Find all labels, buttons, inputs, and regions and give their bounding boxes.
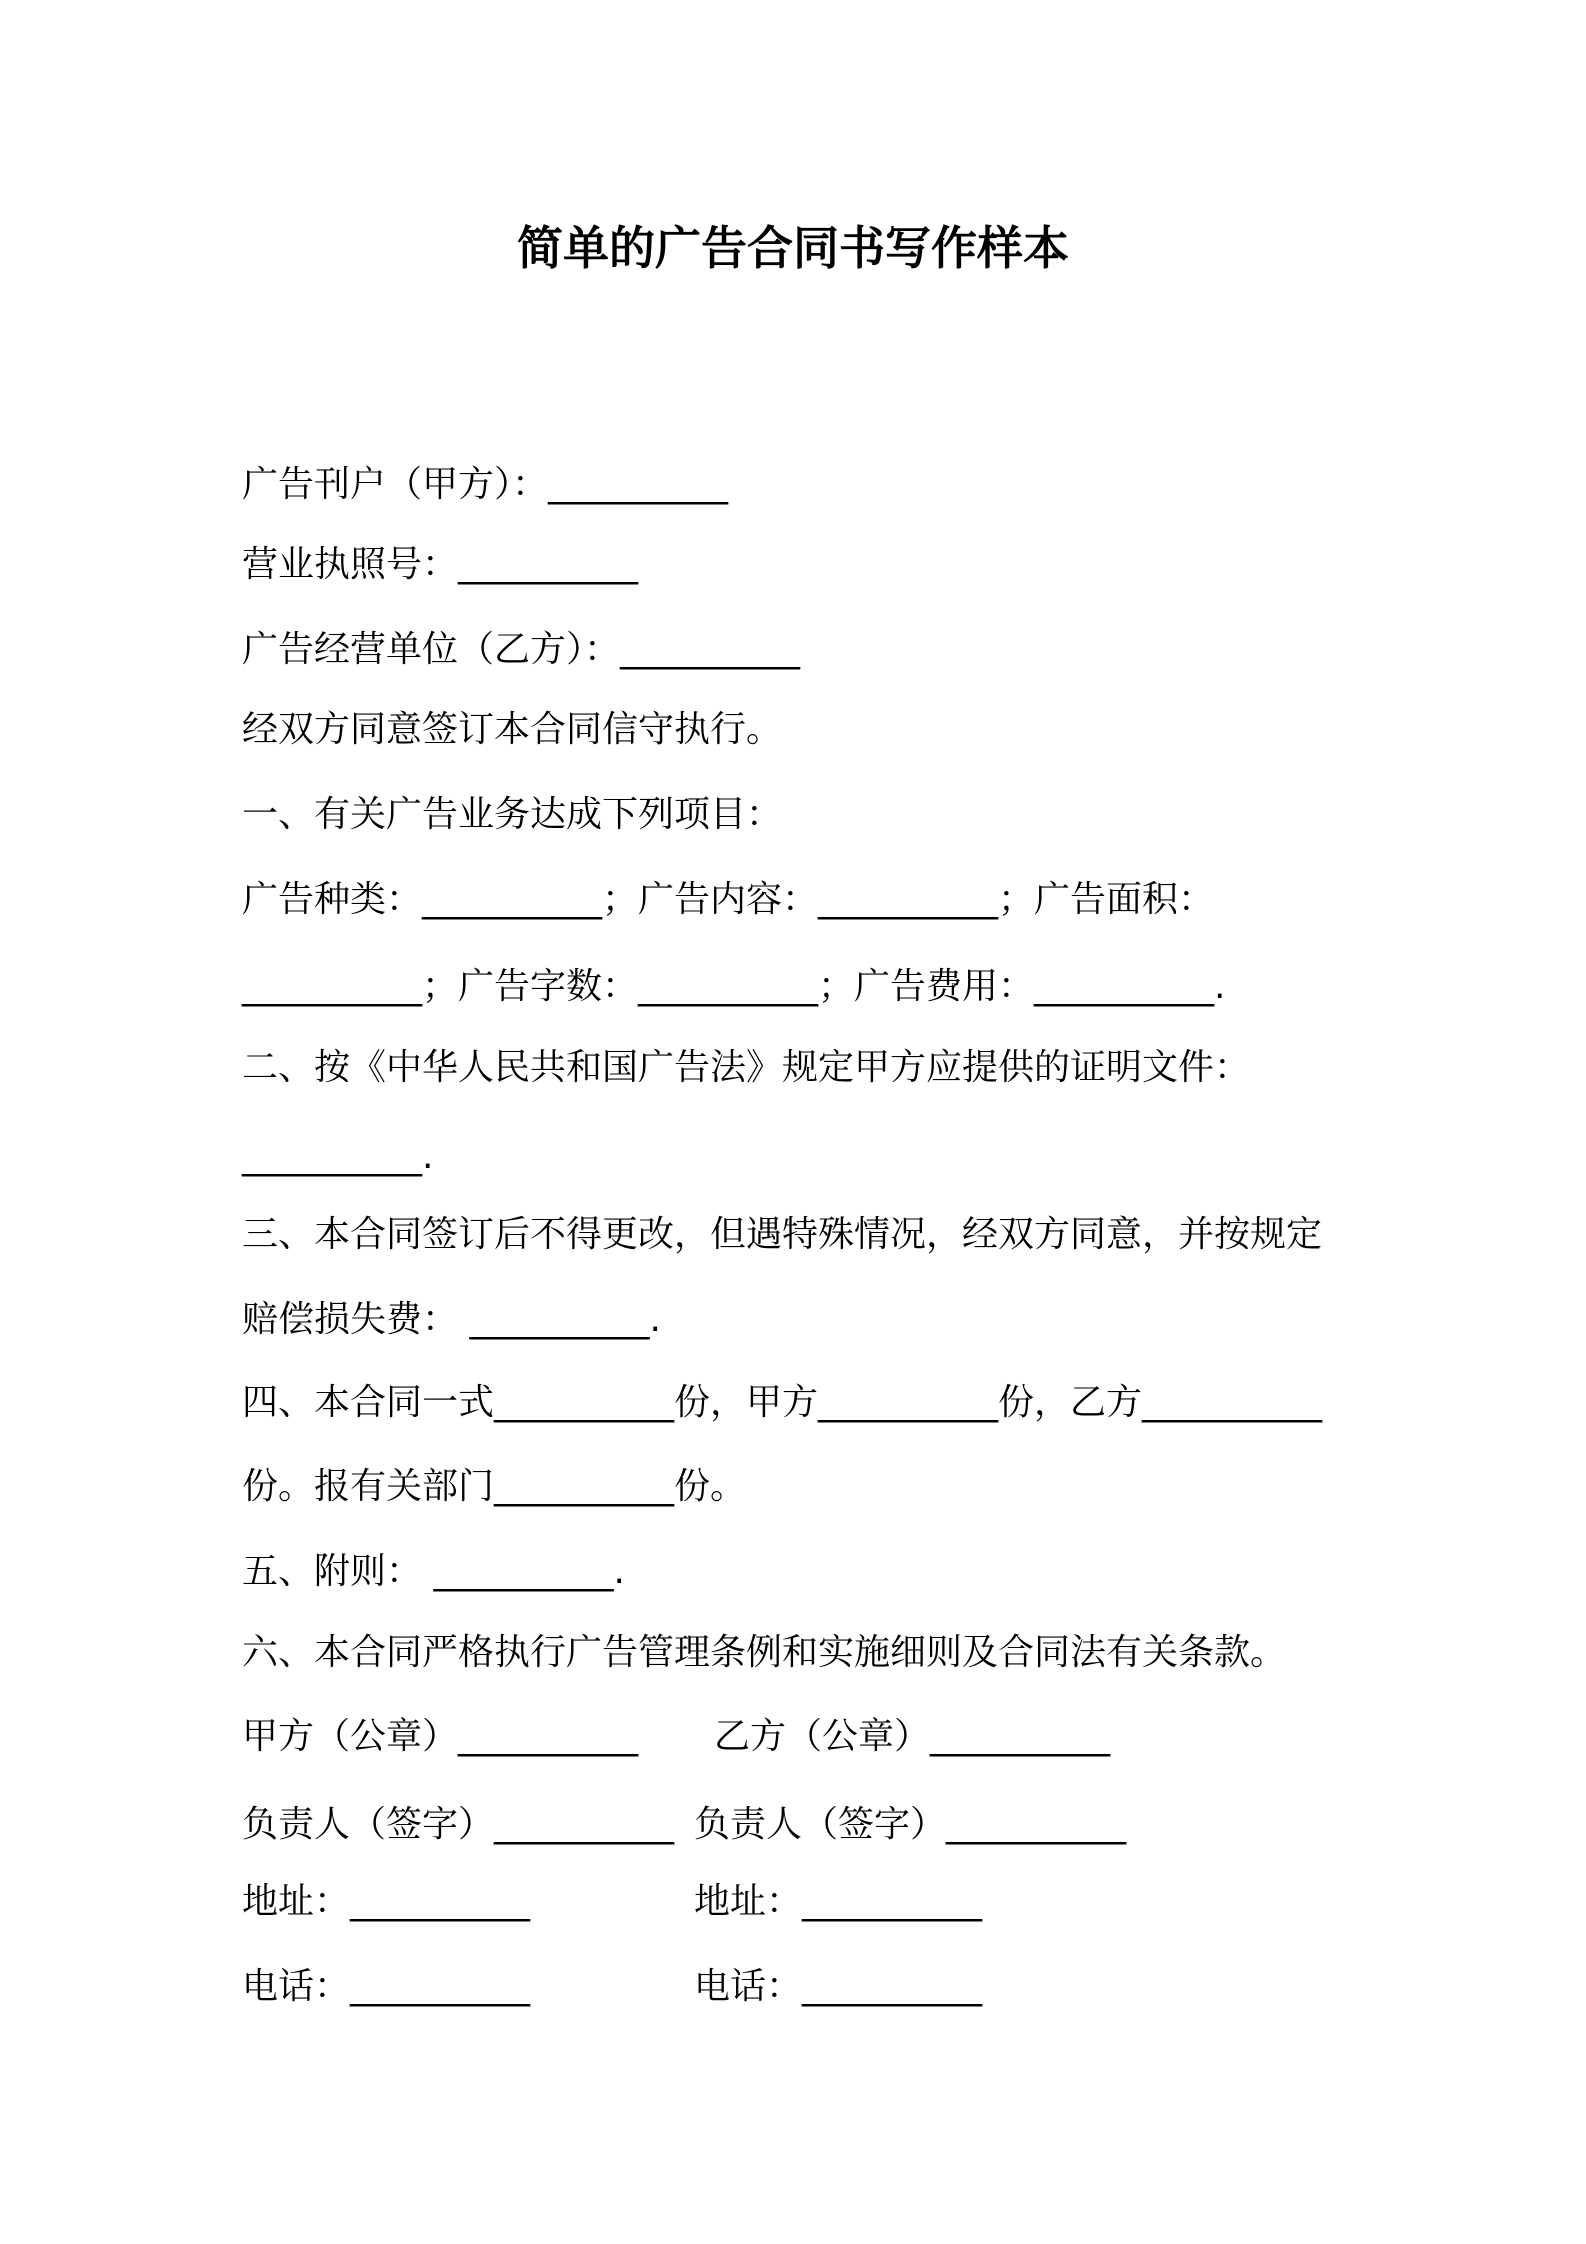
clause-4-continued: 份。报有关部门__________份。 [242,1466,747,1507]
clause-1-items-b: __________；广告字数：__________；广告费用：__________. [242,966,1226,1007]
clause-2-line: 二、按《中华人民共和国广告法》规定甲方应提供的证明文件： [242,1047,1251,1088]
clause-2-blank: __________. [242,1136,434,1177]
party-b-seal: 乙方（公章）__________ [714,1716,1111,1757]
party-b-address: 地址：__________ [694,1881,983,1922]
party-a-phone: 电话：__________ [242,1966,531,2007]
party-b-signer: 负责人（签字）__________ [694,1804,1127,1845]
license-line: 营业执照号：__________ [242,544,639,585]
clause-1-heading: 一、有关广告业务达成下列项目： [242,794,783,835]
clause-5-line: 五、附则： __________. [242,1551,625,1592]
agreement-line: 经双方同意签订本合同信守执行。 [242,709,783,750]
clause-1-items-a: 广告种类：__________；广告内容：__________；广告面积： [242,879,1215,920]
party-a-seal: 甲方（公章）__________ [242,1716,639,1757]
page-title: 简单的广告合同书写作样本 [517,221,1069,275]
party-a-address: 地址：__________ [242,1881,531,1922]
clause-3-line: 三、本合同签订后不得更改，但遇特殊情况，经双方同意，并按规定 [242,1214,1323,1255]
party-b-line: 广告经营单位（乙方）：__________ [242,629,801,670]
party-a-signer: 负责人（签字）__________ [242,1804,675,1845]
clause-3-compensation: 赔偿损失费： __________. [242,1299,661,1340]
clause-4-line: 四、本合同一式__________份，甲方__________份，乙方__________ [242,1382,1323,1423]
party-b-phone: 电话：__________ [694,1966,983,2007]
clause-6-line: 六、本合同严格执行广告管理条例和实施细则及合同法有关条款。 [242,1632,1287,1673]
party-a-line: 广告刊户（甲方）：__________ [242,464,729,505]
